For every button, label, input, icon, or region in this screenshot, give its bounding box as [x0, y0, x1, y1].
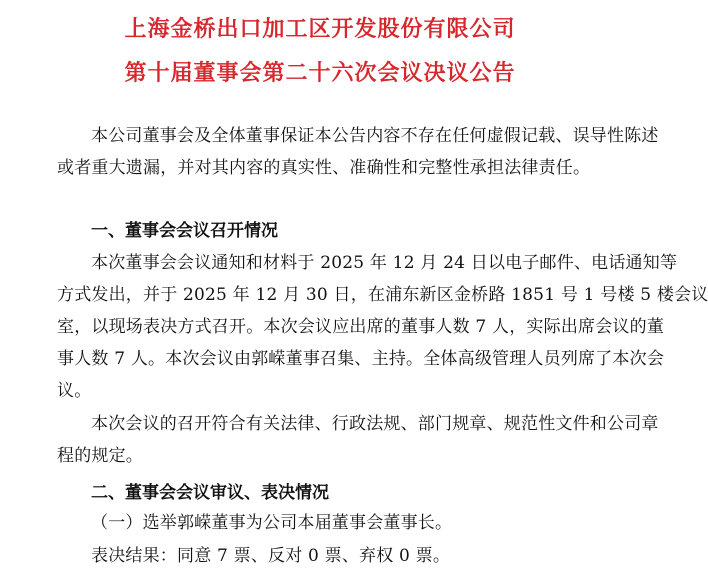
paragraph-line: 事人数 7 人。本次会议由郭嵘董事召集、主持。全体高级管理人员列席了本次会 — [57, 349, 665, 369]
board-guarantee-statement — [57, 120, 659, 184]
section-1-paragraph-2 — [57, 408, 659, 472]
resolution-item-1: （一）选举郭嵘董事为公司本届董事会董事长。 — [91, 513, 453, 533]
paragraph-line: 方式发出，并于 2025 年 12 月 30 日，在浦东新区金桥路 1851 号 1 号楼 5 楼会议 — [57, 285, 708, 305]
vote-result: 表决结果：同意 7 票、反对 0 票、弃权 0 票。 — [91, 546, 451, 566]
paragraph-line: 本次会议的召开符合有关法律、行政法规、部门规章、规范性文件和公司章 — [91, 414, 659, 434]
section-1-paragraph-1 — [57, 247, 708, 407]
paragraph-line: 室，以现场表决方式召开。本次会议应出席的董事人数 7 人，实际出席会议的董 — [57, 317, 665, 337]
paragraph-line: 议。 — [57, 381, 92, 401]
company-name-title: 上海金桥出口加工区开发股份有限公司 — [124, 16, 516, 42]
section-1-heading: 一、董事会会议召开情况 — [91, 221, 278, 241]
statement-line-2: 或者重大遗漏，并对其内容的真实性、准确性和完整性承担法律责任。 — [57, 158, 591, 178]
section-2-heading: 二、董事会会议审议、表决情况 — [91, 483, 329, 503]
paragraph-line: 程的规定。 — [57, 446, 143, 466]
announcement-title: 第十届董事会第二十六次会议决议公告 — [124, 60, 516, 86]
statement-line-1: 本公司董事会及全体董事保证本公告内容不存在任何虚假记载、误导性陈述 — [91, 126, 659, 146]
paragraph-line: 本次董事会会议通知和材料于 2025 年 12 月 24 日以电子邮件、电话通知等 — [91, 253, 678, 273]
